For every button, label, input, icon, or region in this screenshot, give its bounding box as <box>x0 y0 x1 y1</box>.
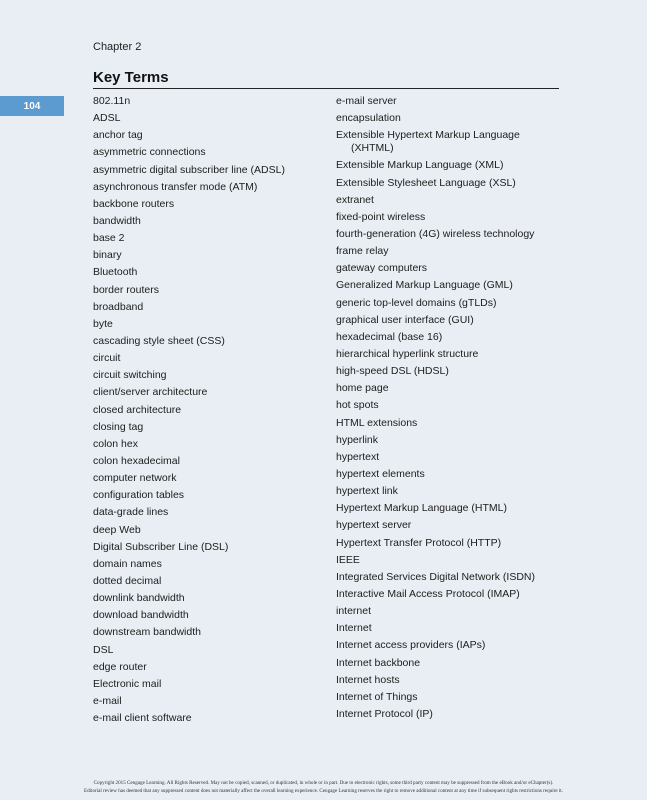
key-term-text: binary <box>93 249 122 262</box>
key-term-text: Hypertext Transfer Protocol (HTTP) <box>336 536 502 549</box>
key-term-text: domain names <box>93 557 162 570</box>
key-term <box>336 708 562 725</box>
key-term <box>93 541 323 558</box>
key-term-text: gateway computers <box>336 262 428 275</box>
key-term-text: high-speed DSL (HDSL) <box>336 365 449 378</box>
key-term <box>336 691 562 708</box>
key-term-text: base 2 <box>93 232 125 245</box>
key-term <box>336 382 562 399</box>
key-term-text: Integrated Services Digital Network (ISDN) <box>336 570 535 583</box>
key-term-text: client/server architecture <box>93 386 208 399</box>
key-term <box>93 626 323 643</box>
title-divider <box>93 88 559 89</box>
key-term <box>336 314 562 331</box>
key-term-text: Electronic mail <box>93 677 162 690</box>
key-term-text: dotted decimal <box>93 574 162 587</box>
key-term <box>93 472 323 489</box>
page-number: 104 <box>23 100 41 112</box>
key-term <box>93 369 323 386</box>
key-term <box>93 164 323 181</box>
key-term <box>336 502 562 519</box>
key-term-text: cascading style sheet (CSS) <box>93 334 225 347</box>
key-term <box>93 609 323 626</box>
key-term <box>93 198 323 215</box>
key-term <box>336 537 562 554</box>
key-term-text: hexadecimal (base 16) <box>336 330 443 343</box>
key-term <box>93 129 323 146</box>
key-term <box>93 318 323 335</box>
key-term <box>93 592 323 609</box>
key-term <box>336 245 562 262</box>
key-term-text: Hypertext Markup Language (HTML) <box>336 502 507 515</box>
key-term-text: Internet backbone <box>336 656 421 669</box>
key-term-text: IEEE <box>336 553 360 566</box>
key-term <box>93 232 323 249</box>
key-term-text: 802.11n <box>93 95 131 107</box>
copyright-line-2: Editorial review has deemed that any suppressed content does not materially affect the overall learning experience. Cengage Learning reserves the right to remove additional content at any time if subsequent rights restrictions require it. <box>84 787 563 794</box>
key-term-text: downstream bandwidth <box>93 626 201 639</box>
page-number-tab <box>0 96 64 116</box>
key-term-text: configuration tables <box>93 489 185 502</box>
key-term <box>336 451 562 468</box>
key-term <box>93 284 323 301</box>
key-term-text: extranet <box>336 193 374 206</box>
key-term-text: colon hex <box>93 437 138 450</box>
key-term-text: data-grade lines <box>93 506 169 519</box>
key-term <box>336 417 562 434</box>
copyright-footer <box>0 780 647 795</box>
key-term-text: frame relay <box>336 245 389 258</box>
key-term <box>93 215 323 232</box>
key-term-text: ADSL <box>93 112 121 125</box>
key-term <box>336 365 562 382</box>
key-term <box>336 129 562 159</box>
key-term-text: home page <box>336 382 389 395</box>
key-term <box>336 399 562 416</box>
key-term <box>336 95 562 112</box>
key-term-text: asynchronous transfer mode (ATM) <box>93 180 258 193</box>
key-term <box>93 421 323 438</box>
key-term <box>336 194 562 211</box>
key-terms-left-column <box>93 95 323 729</box>
key-term <box>336 485 562 502</box>
key-term-text: hot spots <box>336 399 379 412</box>
key-term <box>336 297 562 314</box>
key-term <box>93 335 323 352</box>
chapter-label: Chapter 2 <box>93 41 142 53</box>
key-term <box>336 177 562 194</box>
key-term-text: downlink bandwidth <box>93 592 185 605</box>
key-term <box>336 657 562 674</box>
key-term-text: backbone routers <box>93 197 175 210</box>
key-term <box>93 386 323 403</box>
key-term-text: hierarchical hyperlink structure <box>336 347 479 360</box>
key-term-text: Generalized Markup Language (GML) <box>336 279 513 292</box>
key-term-text: DSL <box>93 643 114 656</box>
key-term <box>336 159 562 176</box>
key-term-text: Internet of Things <box>336 690 418 703</box>
key-term-text: hypertext elements <box>336 467 425 480</box>
key-term <box>93 644 323 661</box>
key-term-text: broadband <box>93 300 144 313</box>
key-terms-right-column <box>336 95 562 725</box>
key-term-text: graphical user interface (GUI) <box>336 313 474 326</box>
key-term-text: internet <box>336 605 372 618</box>
key-term <box>93 95 323 112</box>
key-term <box>93 404 323 421</box>
key-term <box>93 489 323 506</box>
key-term-text: Internet hosts <box>336 673 400 686</box>
key-term <box>93 352 323 369</box>
key-term-text: hyperlink <box>336 433 379 446</box>
key-term <box>336 348 562 365</box>
key-term <box>93 506 323 523</box>
key-term-text: e-mail client software <box>93 712 192 725</box>
key-term-text: border routers <box>93 283 159 296</box>
key-term <box>336 468 562 485</box>
key-term <box>93 678 323 695</box>
key-term-text: asymmetric digital subscriber line (ADSL) <box>93 163 285 176</box>
key-term <box>336 211 562 228</box>
key-term-text: e-mail server <box>336 95 397 107</box>
key-term-text: fourth-generation (4G) wireless technology <box>336 227 535 240</box>
key-term-text: anchor tag <box>93 129 143 142</box>
key-term-text: deep Web <box>93 523 141 536</box>
key-term <box>93 249 323 266</box>
section-title: Key Terms <box>93 69 169 86</box>
key-term-text: hypertext link <box>336 485 398 498</box>
key-term <box>93 558 323 575</box>
key-term <box>336 674 562 691</box>
key-term-text: e-mail <box>93 694 122 707</box>
key-term <box>93 146 323 163</box>
key-term-text: asymmetric connections <box>93 146 206 159</box>
key-term-text: encapsulation <box>336 112 401 125</box>
key-term <box>93 712 323 729</box>
key-term-text: circuit switching <box>93 369 167 382</box>
key-term <box>336 228 562 245</box>
key-term-text: fixed-point wireless <box>336 210 426 223</box>
key-term-text: closing tag <box>93 420 144 433</box>
key-term <box>93 455 323 472</box>
key-term-text: circuit <box>93 352 121 365</box>
key-term <box>336 279 562 296</box>
key-term <box>93 438 323 455</box>
key-term <box>336 434 562 451</box>
key-term <box>336 112 562 129</box>
key-term <box>336 639 562 656</box>
key-term-text: Internet <box>336 622 372 635</box>
key-term-text: Bluetooth <box>93 266 138 279</box>
key-term-text: bandwidth <box>93 214 141 227</box>
key-term <box>336 554 562 571</box>
key-term <box>336 571 562 588</box>
key-term-text: hypertext server <box>336 519 412 532</box>
key-term-text: byte <box>93 317 113 330</box>
key-term-text: Extensible Markup Language (XML) <box>336 159 504 172</box>
key-term-text: closed architecture <box>93 403 182 416</box>
key-term-text: download bandwidth <box>93 609 189 622</box>
key-term-text: HTML extensions <box>336 416 418 429</box>
key-term <box>93 661 323 678</box>
key-term-text: computer network <box>93 472 177 485</box>
key-term-text: Interactive Mail Access Protocol (IMAP) <box>336 587 520 600</box>
key-term-text: Extensible Hypertext Markup Language <box>336 129 520 142</box>
key-term <box>336 588 562 605</box>
key-term-text: Digital Subscriber Line (DSL) <box>93 540 229 553</box>
key-term-text: generic top-level domains (gTLDs) <box>336 296 497 309</box>
key-term <box>336 331 562 348</box>
key-term-text: Extensible Stylesheet Language (XSL) <box>336 176 516 189</box>
key-term <box>336 605 562 622</box>
key-term <box>93 301 323 318</box>
key-term-continuation: (XHTML) <box>351 142 394 155</box>
key-term-text: Internet Protocol (IP) <box>336 707 433 720</box>
key-term-text: colon hexadecimal <box>93 454 180 467</box>
key-term-text: Internet access providers (IAPs) <box>336 639 486 652</box>
key-term-text: edge router <box>93 660 147 673</box>
key-term <box>336 622 562 639</box>
key-term <box>93 695 323 712</box>
key-term <box>93 575 323 592</box>
key-term <box>93 266 323 283</box>
key-term <box>336 262 562 279</box>
key-term <box>93 181 323 198</box>
copyright-line-1: Copyright 2015 Cengage Learning. All Rights Reserved. May not be copied, scanned, or duplicated, in whole or in part. Due to electronic rights, some third party content may be suppressed from the eBook and/or eChapter(s). <box>93 780 554 786</box>
key-term <box>336 519 562 536</box>
key-term <box>93 112 323 129</box>
key-term-text: hypertext <box>336 450 380 463</box>
key-term <box>93 524 323 541</box>
